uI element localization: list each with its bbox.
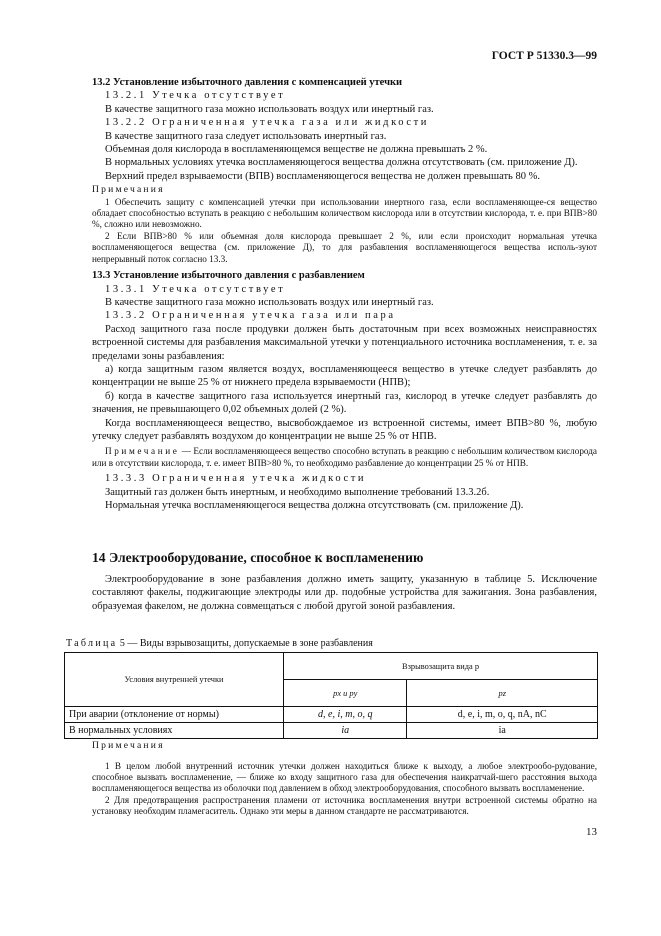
section-13-3-1-text: В качестве защитного газа можно использовать воздух или инертный газ. [105,296,434,308]
page-number: 13 [586,826,597,838]
cell-condition: При аварии (отклонение от нормы) [65,707,284,723]
cell-pz: d, e, i, m, o, q, nA, nC [407,707,598,723]
section-14-text: Электрооборудование в зоне разбавления должно иметь защиту, указанную в таблице 5. Исключение составляют факелы, поджигающие электроды или др. подобные устройства для зажигания. Зона разбавления, образуемая факелом, не должна совмещаться с любой другой зоной разбавления. [92,574,597,612]
notes-heading: Примечания [92,184,165,196]
section-13-2-2-title: 13.2.2 Ограниченная утечка газа или жидкости [105,117,430,129]
cell-pz: ia [407,723,598,739]
cell-condition: В нормальных условиях [65,723,284,739]
header-protection-group: Взрывозащита вида p [284,653,598,680]
section-14-title: 14 Электрооборудование, способное к воспламенению [92,550,424,565]
final-note-2: 2 Для предотвращения распространения пламени от источника воспламенения внутри встроенной системы обратно на установку необходим пламегаситель. Однако эти меры в данном стандарте не рассматриваются. [92,794,597,817]
section-13-2-2-p4: Верхний предел взрываемости (ВПВ) воспламеняющегося вещества не должен превышать 80 %. [105,170,540,182]
section-13-3-3-p2: Нормальная утечка воспламеняющегося вещества должна отсутствовать (см. приложение Д). [105,500,524,511]
final-note-1: 1 В целом любой внутренний источник утечки должен находиться ближе к выходу, а любое электрообо-рудование, способное вызвать воспламенение, — ближе ко входу защитного газа для обеспечения наикратчай-шего расстояния выхода воспламеняющегося вещества из оболочки под давлением в обход электрооборудования, способного вызвать воспламенение. [92,760,597,794]
header-px-py: px и py [284,680,407,707]
section-13-3-1-title: 13.3.1 Утечка отсутствует [105,283,286,295]
section-13-2-1-text: В качестве защитного газа можно использовать воздух или инертный газ. [105,103,434,115]
table-5 [64,652,598,739]
section-13-3-3-title: 13.3.3 Ограниченная утечка жидкости [105,473,367,485]
cell-px: ia [284,723,407,739]
section-13-2-1-title: 13.2.1 Утечка отсутствует [105,90,286,102]
table-5-caption [66,638,373,649]
note-label: Примечание [105,446,180,457]
section-13-3-2-title: 13.3.2 Ограниченная утечка газа или пара [105,310,396,322]
section-13-3-2-p1: Расход защитного газа после продувки должен быть достаточным при всех возможных неисправностях встроенной системы для разбавления максимальной утечки у потенциального источника воспламенения, т. е. за пределами зоны разбавления: [92,323,597,362]
table-row [65,723,598,739]
section-13-2-2-p2: Объемная доля кислорода в воспламеняющемся веществе не должна превышать 2 %. [105,144,488,156]
section-13-3-2-p2: Когда воспламеняющееся вещество, высвобождаемое из встроенной системы, имеет ВПВ>80 %, любую утечку следует разбавлять воздухом до концентрации не выше 25 % от НПВ. [92,417,597,442]
section-13-3-title: 13.3 Установление избыточного давления с разбавлением [92,270,365,282]
final-notes [92,740,597,818]
section-13-2-2-p1: В качестве защитного газа следует использовать инертный газ. [105,130,387,142]
header-pz: pz [407,680,598,707]
cell-px: d, e, i, m, o, q [284,707,407,723]
section-13-3-2-note [92,446,597,469]
section-13-3-2-a: а) когда защитным газом является воздух, воспламеняющееся вещество в утечке следует разбавлять до концентрации не выше 25 % от нижнего предела взрываемости (НПВ); [92,363,597,389]
note-text: — Если воспламеняющееся вещество способно вступать в реакцию с небольшим количеством кислорода или в отсутствии кислорода, т. е. имеет ВПВ>80 %, то необходимо разбавление до концентрации 25 % от НПВ. [92,446,597,468]
note-1: 1 Обеспечить защиту с компенсацией утечки при использовании инертного газа, если воспламеняющее-ся вещество обладает способностью вступать в реакцию с небольшим количеством кислорода или в отсутствии кислорода, т. е. при ВПВ>80 %, сложно или невозможно. [92,196,597,230]
note-2: 2 Если ВПВ>80 % или объемная доля кислорода превышает 2 %, или если происходит нормальная утечка воспламеняющегося вещества (см. приложение Д), то для разбавления воспламеняющегося вещества исполь-зуют непрерывный поток согласно 13.3. [92,230,597,264]
standard-header: ГОСТ Р 51330.3—99 [491,50,597,62]
table-row [65,707,598,723]
table-caption-text: 5 — Виды взрывозащиты, допускаемые в зоне разбавления [117,638,373,649]
section-13-3-3-p1: Защитный газ должен быть инертным, и необходимо выполнение требований 13.3.2б. [105,486,490,498]
final-notes-heading: Примечания [92,740,165,751]
header-condition: Условия внутренней утечки [65,653,284,707]
section-13-3-2-b: б) когда в качестве защитного газа используется инертный газ, кислород в утечке следует разбавлять до значения, не превышающего 0,02 объемных долей (2 %). [92,390,597,416]
section-13-2-title: 13.2 Установление избыточного давления с компенсацией утечки [92,77,403,88]
table-caption-label: Таблица [66,638,118,649]
section-13-content [92,76,597,512]
section-13-2-2-p3: В нормальных условиях утечка воспламеняющегося вещества должна отсутствовать (см. приложение Д). [105,157,578,169]
table-header-row [65,653,598,680]
